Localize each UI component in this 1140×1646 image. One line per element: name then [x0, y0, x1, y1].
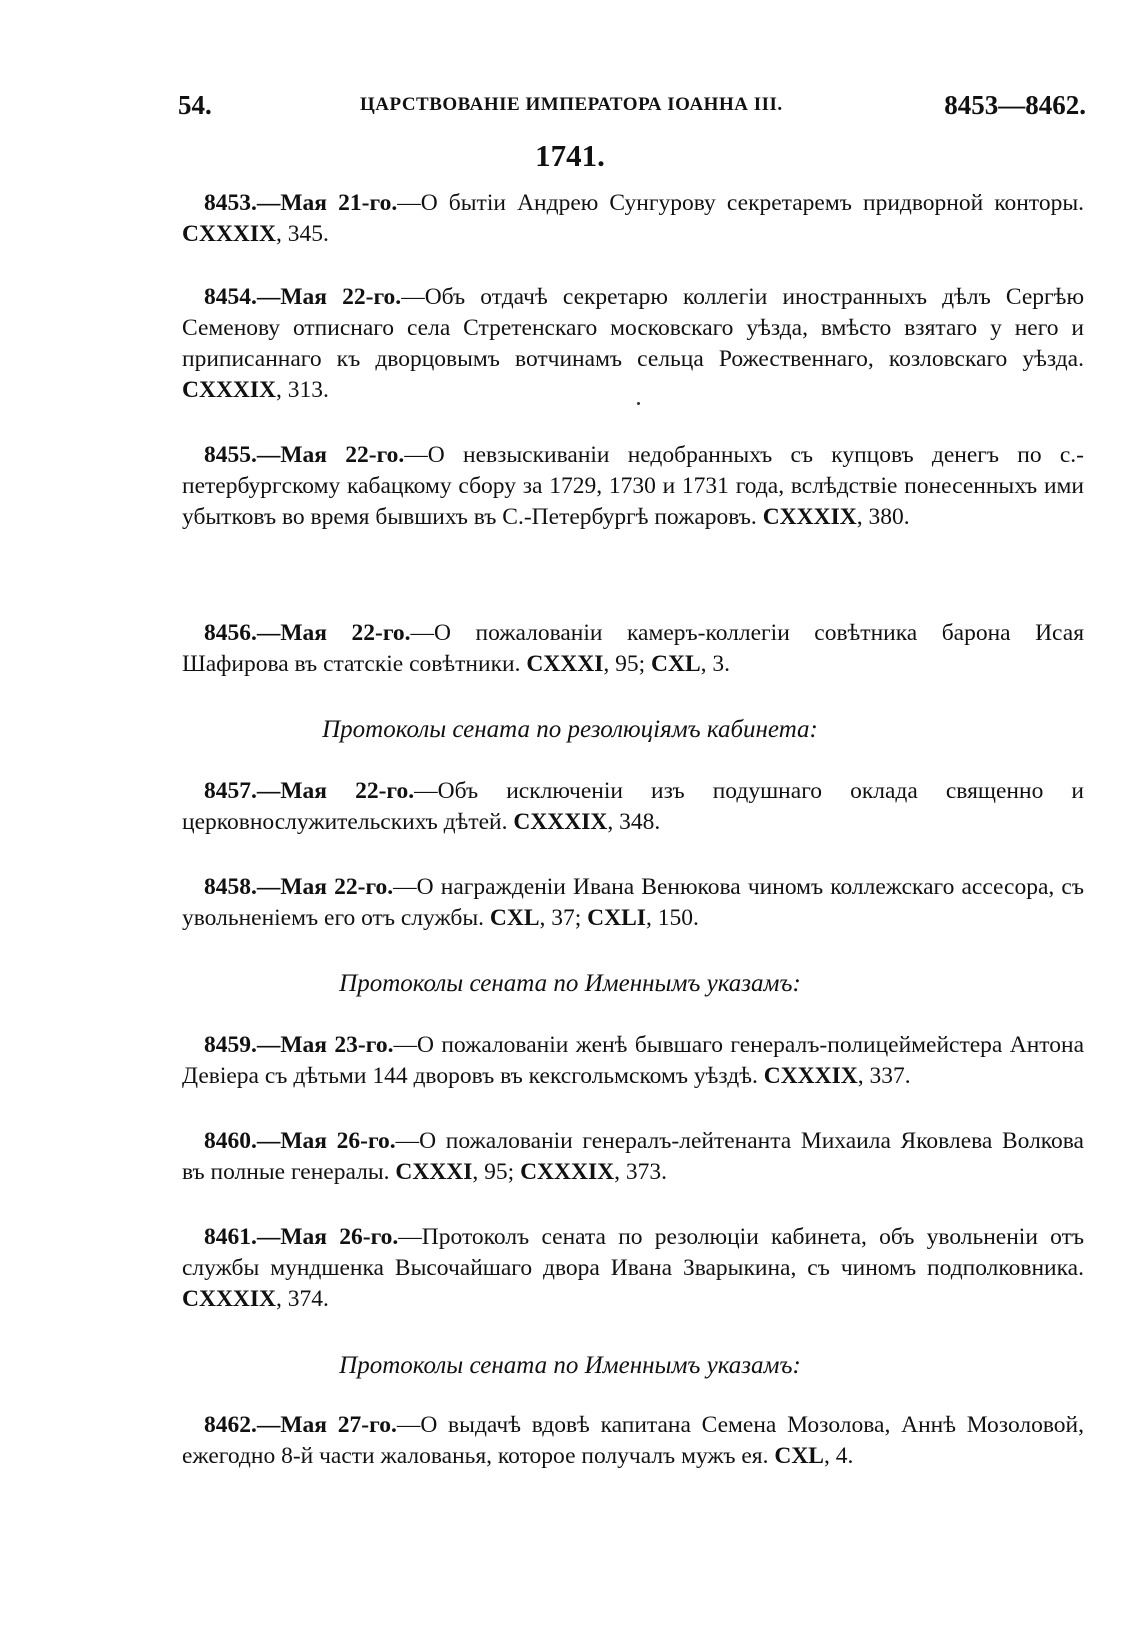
entry-number: 8458. — [204, 874, 257, 900]
entry-text: —О выдачѣ вдовѣ капитана Семена Мозолова, Аннѣ Мозоловой, ежегодно 8-й части жалованья, которое получалъ мужъ ея. — [182, 1412, 1084, 1469]
entry-ref-tail: , 37; — [539, 905, 582, 931]
running-title: ЦАРСТВОВАНІЕ ИМПЕРАТОРА ІОАННА III. — [360, 94, 783, 115]
entry-ref: CXXXIX — [762, 504, 857, 530]
entry-date: —Мая 21-го. — [256, 190, 398, 216]
running-header — [178, 90, 1086, 130]
entry-8453 — [182, 188, 1084, 250]
entry-8456 — [182, 618, 1084, 680]
entry-text: —О пожалованіи женѣ бывшаго генералъ-полицеймейстера Антона Девіера съ дѣтьми 144 дворовъ въ кексгольмскомъ уѣздѣ. — [182, 1032, 1084, 1089]
entry-number: 8456. — [204, 620, 257, 646]
entry-ref-2: CXXXIX — [520, 1159, 615, 1185]
entry-ref-tail: , 345. — [276, 221, 329, 247]
entry-date: —Мая 26-го. — [256, 1128, 396, 1154]
entry-ref: CXXXI — [526, 651, 604, 677]
entry-ref-tail-2: , 3. — [700, 651, 731, 677]
entry-text: —Объ отдачѣ секретарю коллегіи иностранныхъ дѣлъ Сергѣю Семенову отписнаго села Стретенскаго московскаго уѣзда, вмѣсто взятаго у него и приписаннаго къ дворцовымъ вотчинамъ сельца Рожественнаго, козловскаго уѣзда. — [182, 284, 1084, 372]
entry-8455 — [182, 440, 1084, 533]
entry-date: —Мая 22-го. — [256, 284, 402, 310]
entry-ref: CXXXIX — [182, 377, 276, 403]
entry-date: —Мая 22-го. — [256, 442, 405, 468]
entry-text: —О невзыскиваніи недобранныхъ съ купцовъ денегъ по с.-петербургскому кабацкому сбору за 1729, 1730 и 1731 года, вслѣдствіе понесенныхъ ими убытковъ во время бывшихъ въ С.-Петербургѣ пожаровъ. — [182, 442, 1085, 530]
entry-ref: CXXXIX — [182, 1286, 276, 1312]
entry-ref: CXL — [489, 905, 540, 931]
entry-date: —Мая 27-го. — [256, 1412, 397, 1438]
entry-number: 8455. — [204, 442, 257, 468]
entry-number: 8459. — [204, 1032, 257, 1058]
entry-number: 8462. — [204, 1412, 257, 1438]
entry-text: —О пожалованіи камеръ-коллегіи совѣтника барона Исая Шафирова въ статскіе совѣтники. — [182, 620, 1085, 677]
entry-text: —О пожалованіи генералъ-лейтенанта Михаила Яковлева Волкова въ полные генералы. — [182, 1128, 1084, 1185]
entry-ref: CXXXIX — [182, 221, 276, 247]
entry-date: —Мая 22-го. — [256, 874, 394, 900]
section-heading: Протоколы сената по Именнымъ указамъ: — [339, 1352, 801, 1379]
entry-ref-tail: , 380. — [856, 504, 910, 530]
entry-ref-tail: , 4. — [823, 1443, 854, 1469]
entry-date: —Мая 22-го. — [256, 620, 411, 646]
entry-number: 8461. — [204, 1224, 257, 1250]
entry-ref-2: CXLI — [587, 905, 646, 931]
entry-ref: CXXXIX — [513, 809, 608, 835]
entry-8457 — [182, 776, 1084, 838]
entry-ref-2: CXL — [651, 651, 701, 677]
entry-8460 — [182, 1126, 1084, 1188]
entry-number: 8454. — [204, 284, 257, 310]
entry-text: —Протоколъ сената по резолюціи кабинета, объ увольненіи отъ службы мундшенка Высочайшаго двора Ивана Зварыкина, съ чиномъ подполковника. — [182, 1224, 1084, 1281]
entry-number: 8453. — [204, 190, 257, 216]
entry-8462 — [182, 1410, 1084, 1472]
entry-text: —Объ исключеніи изъ подушнаго оклада священно и церковнослужительскихъ дѣтей. — [182, 778, 1084, 835]
entry-ref-tail-2: , 150. — [645, 905, 699, 931]
entry-ref: CXL — [774, 1443, 824, 1469]
entry-8454 — [182, 282, 1084, 406]
entry-ref: CXXXIX — [763, 1063, 858, 1089]
entry-text: —О награжденіи Ивана Венюкова чиномъ коллежскаго ассесора, съ увольненіемъ его отъ службы. — [182, 874, 1084, 931]
entry-ref-tail: , 95; — [603, 651, 646, 677]
entry-date: —Мая 26-го. — [256, 1224, 399, 1250]
section-heading: Протоколы сената по Именнымъ указамъ: — [339, 970, 801, 997]
entry-8461 — [182, 1222, 1084, 1315]
entry-range: 8453—8462. — [944, 90, 1086, 120]
entry-ref-tail: , 95; — [472, 1159, 515, 1185]
entry-ref-tail-2: , 373. — [614, 1159, 667, 1185]
year-heading: 1741. — [535, 138, 605, 173]
entry-date: —Мая 22-го. — [256, 778, 415, 804]
page-number: 54. — [178, 90, 212, 120]
entry-ref-tail: , 337. — [857, 1063, 911, 1089]
entry-8459 — [182, 1030, 1084, 1092]
entry-date: —Мая 23-го. — [256, 1032, 394, 1058]
section-heading: Протоколы сената по резолюціямъ кабинета: — [322, 716, 818, 743]
entry-ref: CXXXI — [395, 1159, 473, 1185]
entry-text: —О бытіи Андрею Сунгурову секретаремъ придворной конторы. — [397, 190, 1084, 216]
entry-ref-tail: , 348. — [607, 809, 661, 835]
entry-8458 — [182, 872, 1084, 934]
entry-number: 8460. — [204, 1128, 257, 1154]
entry-ref-tail: , 313. — [276, 377, 329, 403]
ink-speck — [637, 402, 640, 405]
entry-number: 8457. — [204, 778, 257, 804]
entry-ref-tail: , 374. — [276, 1286, 329, 1312]
